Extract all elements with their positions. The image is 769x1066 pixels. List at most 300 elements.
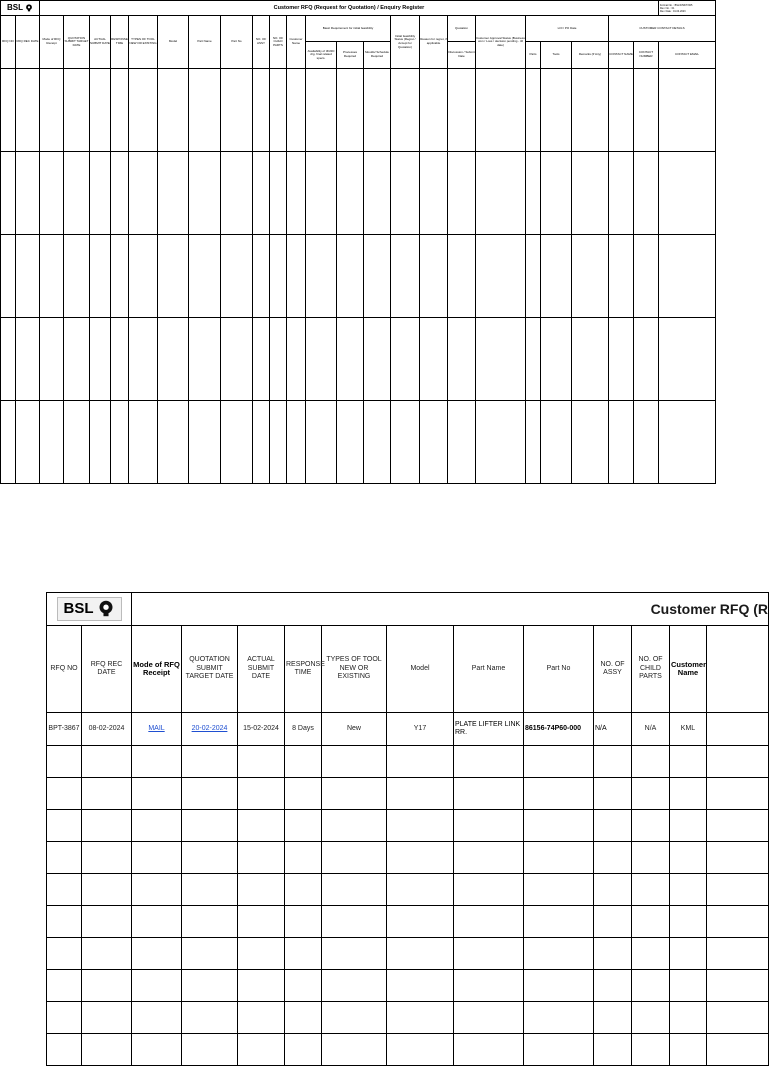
empty-cell [238, 842, 285, 874]
top-empty-cell [306, 401, 337, 484]
empty-cell [632, 1002, 670, 1034]
top-header-part-name: Part Name [189, 16, 221, 69]
empty-cell [182, 810, 238, 842]
bottom-title: Customer RFQ (R [132, 593, 769, 626]
top-empty-cell [270, 235, 287, 318]
empty-cell [132, 778, 182, 810]
empty-cell [182, 938, 238, 970]
empty-cell [707, 810, 769, 842]
top-header-child-parts: NO. OF CHILD PARTS [270, 16, 287, 69]
top-empty-cell [221, 235, 253, 318]
top-empty-cell [64, 318, 90, 401]
top-sub-moulds: Moulds/ Schedule Required [364, 42, 391, 69]
top-empty-cell [158, 69, 189, 152]
top-empty-cell [129, 152, 158, 235]
empty-cell [707, 1002, 769, 1034]
empty-cell [322, 746, 387, 778]
bulb-logo-icon [25, 4, 33, 12]
empty-cell [387, 874, 454, 906]
table-row [47, 713, 769, 746]
empty-cell [47, 874, 82, 906]
top-empty-cell [111, 401, 129, 484]
empty-cell [285, 938, 322, 970]
top-empty-cell [337, 152, 364, 235]
top-empty-cell [541, 152, 572, 235]
empty-cell [132, 1034, 182, 1066]
top-header-loi: LOI / PO Date [526, 16, 609, 42]
empty-cell [632, 938, 670, 970]
empty-cell [132, 874, 182, 906]
empty-cell [594, 746, 632, 778]
top-empty-cell [129, 69, 158, 152]
empty-cell [524, 778, 594, 810]
top-empty-cell [90, 318, 111, 401]
top-empty-cell [526, 318, 541, 401]
empty-cell [594, 842, 632, 874]
empty-cell [182, 746, 238, 778]
cell-mode-link[interactable] [132, 713, 182, 746]
top-header-tool-type: TYPES OF TOOL NEW OR EXISTING [129, 16, 158, 69]
top-empty-cell [420, 401, 448, 484]
top-empty-cell [158, 235, 189, 318]
empty-cell [132, 746, 182, 778]
empty-cell [454, 1034, 524, 1066]
top-empty-cell [420, 69, 448, 152]
empty-cell [454, 842, 524, 874]
empty-cell [524, 970, 594, 1002]
top-empty-cell [221, 318, 253, 401]
cell-part-name: PLATE LIFTER LINK RR. [454, 713, 524, 746]
top-empty-cell [270, 69, 287, 152]
top-empty-cell [526, 401, 541, 484]
empty-cell [707, 906, 769, 938]
target-date-link[interactable]: 20-02-2024 [191, 724, 228, 732]
top-sub-contact-number: CONTACT NUMBER [634, 42, 659, 69]
top-empty-cell [16, 318, 40, 401]
cell-customer-name: KML [670, 713, 707, 746]
empty-cell [82, 970, 132, 1002]
top-logo-cell [1, 1, 40, 16]
top-empty-cell [420, 152, 448, 235]
top-empty-cell [364, 69, 391, 152]
bottom-logo [57, 597, 122, 621]
top-sub-processes: Processes Required [337, 42, 364, 69]
empty-cell [285, 746, 322, 778]
top-empty-cell [40, 152, 64, 235]
top-empty-cell [364, 318, 391, 401]
top-empty-cell [476, 235, 526, 318]
top-empty-row [1, 152, 716, 235]
empty-cell [594, 874, 632, 906]
empty-cell [182, 1002, 238, 1034]
empty-cell [82, 746, 132, 778]
cell-rfq-no: BPT-3867 [47, 713, 82, 746]
header-no-of-child-parts: NO. OF CHILD PARTS [632, 626, 670, 713]
top-empty-cell [111, 152, 129, 235]
top-empty-cell [306, 69, 337, 152]
top-empty-cell [90, 235, 111, 318]
bottom-logo-cell [47, 593, 132, 626]
header-rfq-no: RFQ NO [47, 626, 82, 713]
empty-cell [82, 842, 132, 874]
top-empty-cell [1, 401, 16, 484]
empty-cell [387, 810, 454, 842]
empty-cell [594, 1034, 632, 1066]
top-empty-cell [572, 69, 609, 152]
top-header-reason: Reason for regret, if applicable [420, 16, 448, 69]
empty-cell [387, 778, 454, 810]
empty-cell [454, 778, 524, 810]
top-header-contact: CUSTOMER CONTACT DETAILS [609, 16, 716, 42]
top-empty-cell [659, 318, 716, 401]
top-empty-cell [634, 152, 659, 235]
empty-cell [454, 906, 524, 938]
empty-cell [454, 810, 524, 842]
top-empty-cell [287, 318, 306, 401]
empty-cell [670, 874, 707, 906]
cell-no-of-assy: N/A [594, 713, 632, 746]
top-empty-cell [64, 69, 90, 152]
top-empty-cell [609, 401, 634, 484]
empty-cell [670, 842, 707, 874]
empty-cell [387, 842, 454, 874]
top-empty-cell [659, 152, 716, 235]
empty-cell [82, 938, 132, 970]
empty-cell [322, 938, 387, 970]
empty-cell [238, 874, 285, 906]
top-empty-cell [476, 318, 526, 401]
empty-cell [322, 778, 387, 810]
empty-cell [454, 874, 524, 906]
top-empty-row [1, 235, 716, 318]
empty-cell [632, 1034, 670, 1066]
top-empty-cell [189, 69, 221, 152]
empty-cell [670, 778, 707, 810]
top-empty-cell [659, 401, 716, 484]
header-no-of-assy: NO. OF ASSY [594, 626, 632, 713]
empty-cell [670, 970, 707, 1002]
top-header-response-time: RESPONSE TIME [111, 16, 129, 69]
top-empty-cell [364, 401, 391, 484]
empty-cell [182, 874, 238, 906]
empty-cell [238, 746, 285, 778]
empty-cell [47, 746, 82, 778]
empty-cell [594, 970, 632, 1002]
top-empty-cell [572, 318, 609, 401]
empty-cell [707, 746, 769, 778]
top-title: Customer RFQ (Request for Quotation) / Enquiry Register [40, 1, 659, 16]
empty-cell [285, 970, 322, 1002]
top-sub-availability: Availability of 3D/2D drg. final related specs. [306, 42, 337, 69]
top-empty-cell [253, 318, 270, 401]
header-customer-name: Customer Name [670, 626, 707, 713]
top-empty-cell [158, 401, 189, 484]
empty-cell [322, 1034, 387, 1066]
empty-cell [632, 970, 670, 1002]
empty-cell [670, 1034, 707, 1066]
empty-cell [47, 970, 82, 1002]
top-empty-row [1, 401, 716, 484]
table-row [47, 938, 769, 970]
top-empty-cell [541, 401, 572, 484]
bottom-logo-text: BSL [63, 600, 94, 617]
table-row [47, 906, 769, 938]
top-empty-cell [541, 235, 572, 318]
empty-cell [47, 1034, 82, 1066]
empty-cell [182, 778, 238, 810]
header-target-date: QUOTATION SUBMIT TARGET DATE [182, 626, 238, 713]
empty-cell [594, 778, 632, 810]
empty-cell [238, 778, 285, 810]
header-tool-type: TYPES OF TOOL NEW OR EXISTING [322, 626, 387, 713]
top-empty-cell [189, 235, 221, 318]
top-empty-cell [609, 152, 634, 235]
top-empty-cell [16, 235, 40, 318]
empty-cell [707, 938, 769, 970]
empty-cell [238, 810, 285, 842]
empty-cell [454, 1002, 524, 1034]
top-empty-cell [40, 401, 64, 484]
empty-cell [238, 1034, 285, 1066]
empty-cell [238, 1002, 285, 1034]
top-logo-text: BSL [7, 3, 23, 12]
top-empty-cell [337, 235, 364, 318]
top-empty-cell [541, 318, 572, 401]
empty-cell [132, 1002, 182, 1034]
empty-cell [524, 746, 594, 778]
top-header-model: Model [158, 16, 189, 69]
top-empty-cell [337, 318, 364, 401]
empty-cell [82, 1002, 132, 1034]
top-empty-cell [448, 401, 476, 484]
top-empty-cell [391, 235, 420, 318]
empty-cell [524, 938, 594, 970]
top-empty-cell [476, 69, 526, 152]
top-empty-cell [189, 318, 221, 401]
cell-no-of-child-parts: N/A [632, 713, 670, 746]
empty-cell [632, 906, 670, 938]
empty-cell [82, 778, 132, 810]
top-empty-row [1, 318, 716, 401]
top-empty-cell [572, 235, 609, 318]
top-empty-row [1, 69, 716, 152]
top-empty-cell [111, 235, 129, 318]
cell-target-date-link[interactable] [182, 713, 238, 746]
empty-cell [707, 874, 769, 906]
top-empty-cell [420, 235, 448, 318]
empty-cell [670, 938, 707, 970]
empty-cell [322, 970, 387, 1002]
empty-cell [670, 1002, 707, 1034]
top-empty-cell [90, 152, 111, 235]
top-table-body [1, 69, 716, 484]
cell-actual-date: 15-02-2024 [238, 713, 285, 746]
top-empty-cell [306, 235, 337, 318]
top-register-table [0, 0, 716, 484]
empty-cell [524, 810, 594, 842]
empty-cell [82, 906, 132, 938]
top-empty-cell [526, 235, 541, 318]
top-empty-cell [111, 318, 129, 401]
top-empty-cell [270, 152, 287, 235]
top-empty-cell [337, 401, 364, 484]
empty-cell [670, 810, 707, 842]
empty-cell [594, 906, 632, 938]
table-row [47, 842, 769, 874]
empty-cell [387, 746, 454, 778]
empty-cell [632, 778, 670, 810]
top-empty-cell [609, 235, 634, 318]
top-header-rfq-rec-date: RFQ REC DATE [16, 16, 40, 69]
empty-cell [285, 778, 322, 810]
top-header-basic-requirement: Basic Requirement for initial feasibility [306, 16, 391, 42]
top-empty-cell [572, 152, 609, 235]
empty-cell [82, 1034, 132, 1066]
top-empty-cell [1, 235, 16, 318]
top-sub-parts: Parts [526, 42, 541, 69]
top-logo [1, 4, 39, 12]
empty-cell [132, 938, 182, 970]
empty-cell [47, 1002, 82, 1034]
cell-rfq-rec-date: 08-02-2024 [82, 713, 132, 746]
top-empty-cell [391, 401, 420, 484]
header-mode-of-receipt: Mode of RFQ Receipt [132, 626, 182, 713]
empty-cell [82, 874, 132, 906]
top-empty-cell [541, 69, 572, 152]
top-empty-cell [270, 401, 287, 484]
top-empty-cell [476, 152, 526, 235]
top-empty-cell [448, 235, 476, 318]
top-header-customer-approval: Customer Approval Status (Business won / Loss / decision pending - till date) [476, 16, 526, 69]
top-empty-cell [634, 401, 659, 484]
empty-cell [47, 778, 82, 810]
empty-cell [454, 746, 524, 778]
empty-cell [322, 874, 387, 906]
cell-response-time: 8 Days [285, 713, 322, 746]
top-empty-cell [40, 235, 64, 318]
empty-cell [47, 810, 82, 842]
empty-cell [182, 906, 238, 938]
header-next-column [707, 626, 769, 713]
top-empty-cell [609, 69, 634, 152]
cell-tool-type: New [322, 713, 387, 746]
empty-cell [524, 842, 594, 874]
empty-cell [132, 810, 182, 842]
empty-cell [82, 810, 132, 842]
top-empty-cell [90, 401, 111, 484]
top-empty-cell [659, 235, 716, 318]
empty-cell [322, 1002, 387, 1034]
header-model: Model [387, 626, 454, 713]
empty-cell [238, 938, 285, 970]
top-empty-cell [253, 235, 270, 318]
top-empty-cell [90, 69, 111, 152]
empty-cell [387, 906, 454, 938]
empty-cell [132, 970, 182, 1002]
empty-cell [632, 746, 670, 778]
top-empty-cell [287, 235, 306, 318]
top-empty-cell [337, 69, 364, 152]
top-empty-cell [16, 69, 40, 152]
top-empty-cell [40, 69, 64, 152]
bottom-table-body [47, 746, 769, 1066]
cell-part-no: 86156-74P60-000 [524, 713, 594, 746]
table-row [47, 746, 769, 778]
empty-cell [387, 970, 454, 1002]
empty-cell [322, 810, 387, 842]
top-sub-tools: Tools [541, 42, 572, 69]
top-empty-cell [448, 318, 476, 401]
top-empty-cell [64, 152, 90, 235]
table-row [47, 874, 769, 906]
table-row [47, 1002, 769, 1034]
top-sub-discussion-date: Discussion / Submit Date [448, 42, 476, 69]
header-rfq-rec-date: RFQ REC DATE [82, 626, 132, 713]
empty-cell [594, 1002, 632, 1034]
top-empty-cell [270, 318, 287, 401]
empty-cell [632, 874, 670, 906]
empty-cell [182, 970, 238, 1002]
empty-cell [454, 938, 524, 970]
top-empty-cell [476, 401, 526, 484]
header-part-no: Part No [524, 626, 594, 713]
empty-cell [322, 906, 387, 938]
top-header-assy: NO. OF ASSY [253, 16, 270, 69]
header-part-name: Part Name [454, 626, 524, 713]
top-empty-cell [287, 152, 306, 235]
empty-cell [182, 1034, 238, 1066]
empty-cell [322, 842, 387, 874]
empty-cell [47, 842, 82, 874]
top-empty-cell [420, 318, 448, 401]
table-row [47, 778, 769, 810]
empty-cell [632, 842, 670, 874]
header-response-time: RESPONSE TIME [285, 626, 322, 713]
top-empty-cell [64, 401, 90, 484]
empty-cell [707, 1034, 769, 1066]
empty-cell [285, 1002, 322, 1034]
empty-cell [47, 906, 82, 938]
top-empty-cell [448, 152, 476, 235]
empty-cell [670, 906, 707, 938]
top-empty-cell [189, 401, 221, 484]
top-sub-contact-name: CONTACT NAME [609, 42, 634, 69]
top-empty-cell [253, 401, 270, 484]
empty-cell [238, 906, 285, 938]
top-empty-cell [111, 69, 129, 152]
empty-cell [285, 906, 322, 938]
top-empty-cell [40, 318, 64, 401]
top-header-quotation: Quotation [448, 16, 476, 42]
empty-cell [285, 842, 322, 874]
empty-cell [285, 810, 322, 842]
top-empty-cell [1, 152, 16, 235]
top-empty-cell [391, 152, 420, 235]
empty-cell [524, 1002, 594, 1034]
mode-link[interactable]: MAIL [148, 724, 165, 732]
top-empty-cell [64, 235, 90, 318]
empty-cell [524, 906, 594, 938]
empty-cell [454, 970, 524, 1002]
top-empty-cell [16, 152, 40, 235]
top-empty-cell [16, 401, 40, 484]
top-sub-remarks: Remarks (If Any) [572, 42, 609, 69]
empty-cell [524, 1034, 594, 1066]
top-empty-cell [287, 69, 306, 152]
top-empty-cell [659, 69, 716, 152]
empty-cell [285, 1034, 322, 1066]
table-row [47, 1034, 769, 1066]
